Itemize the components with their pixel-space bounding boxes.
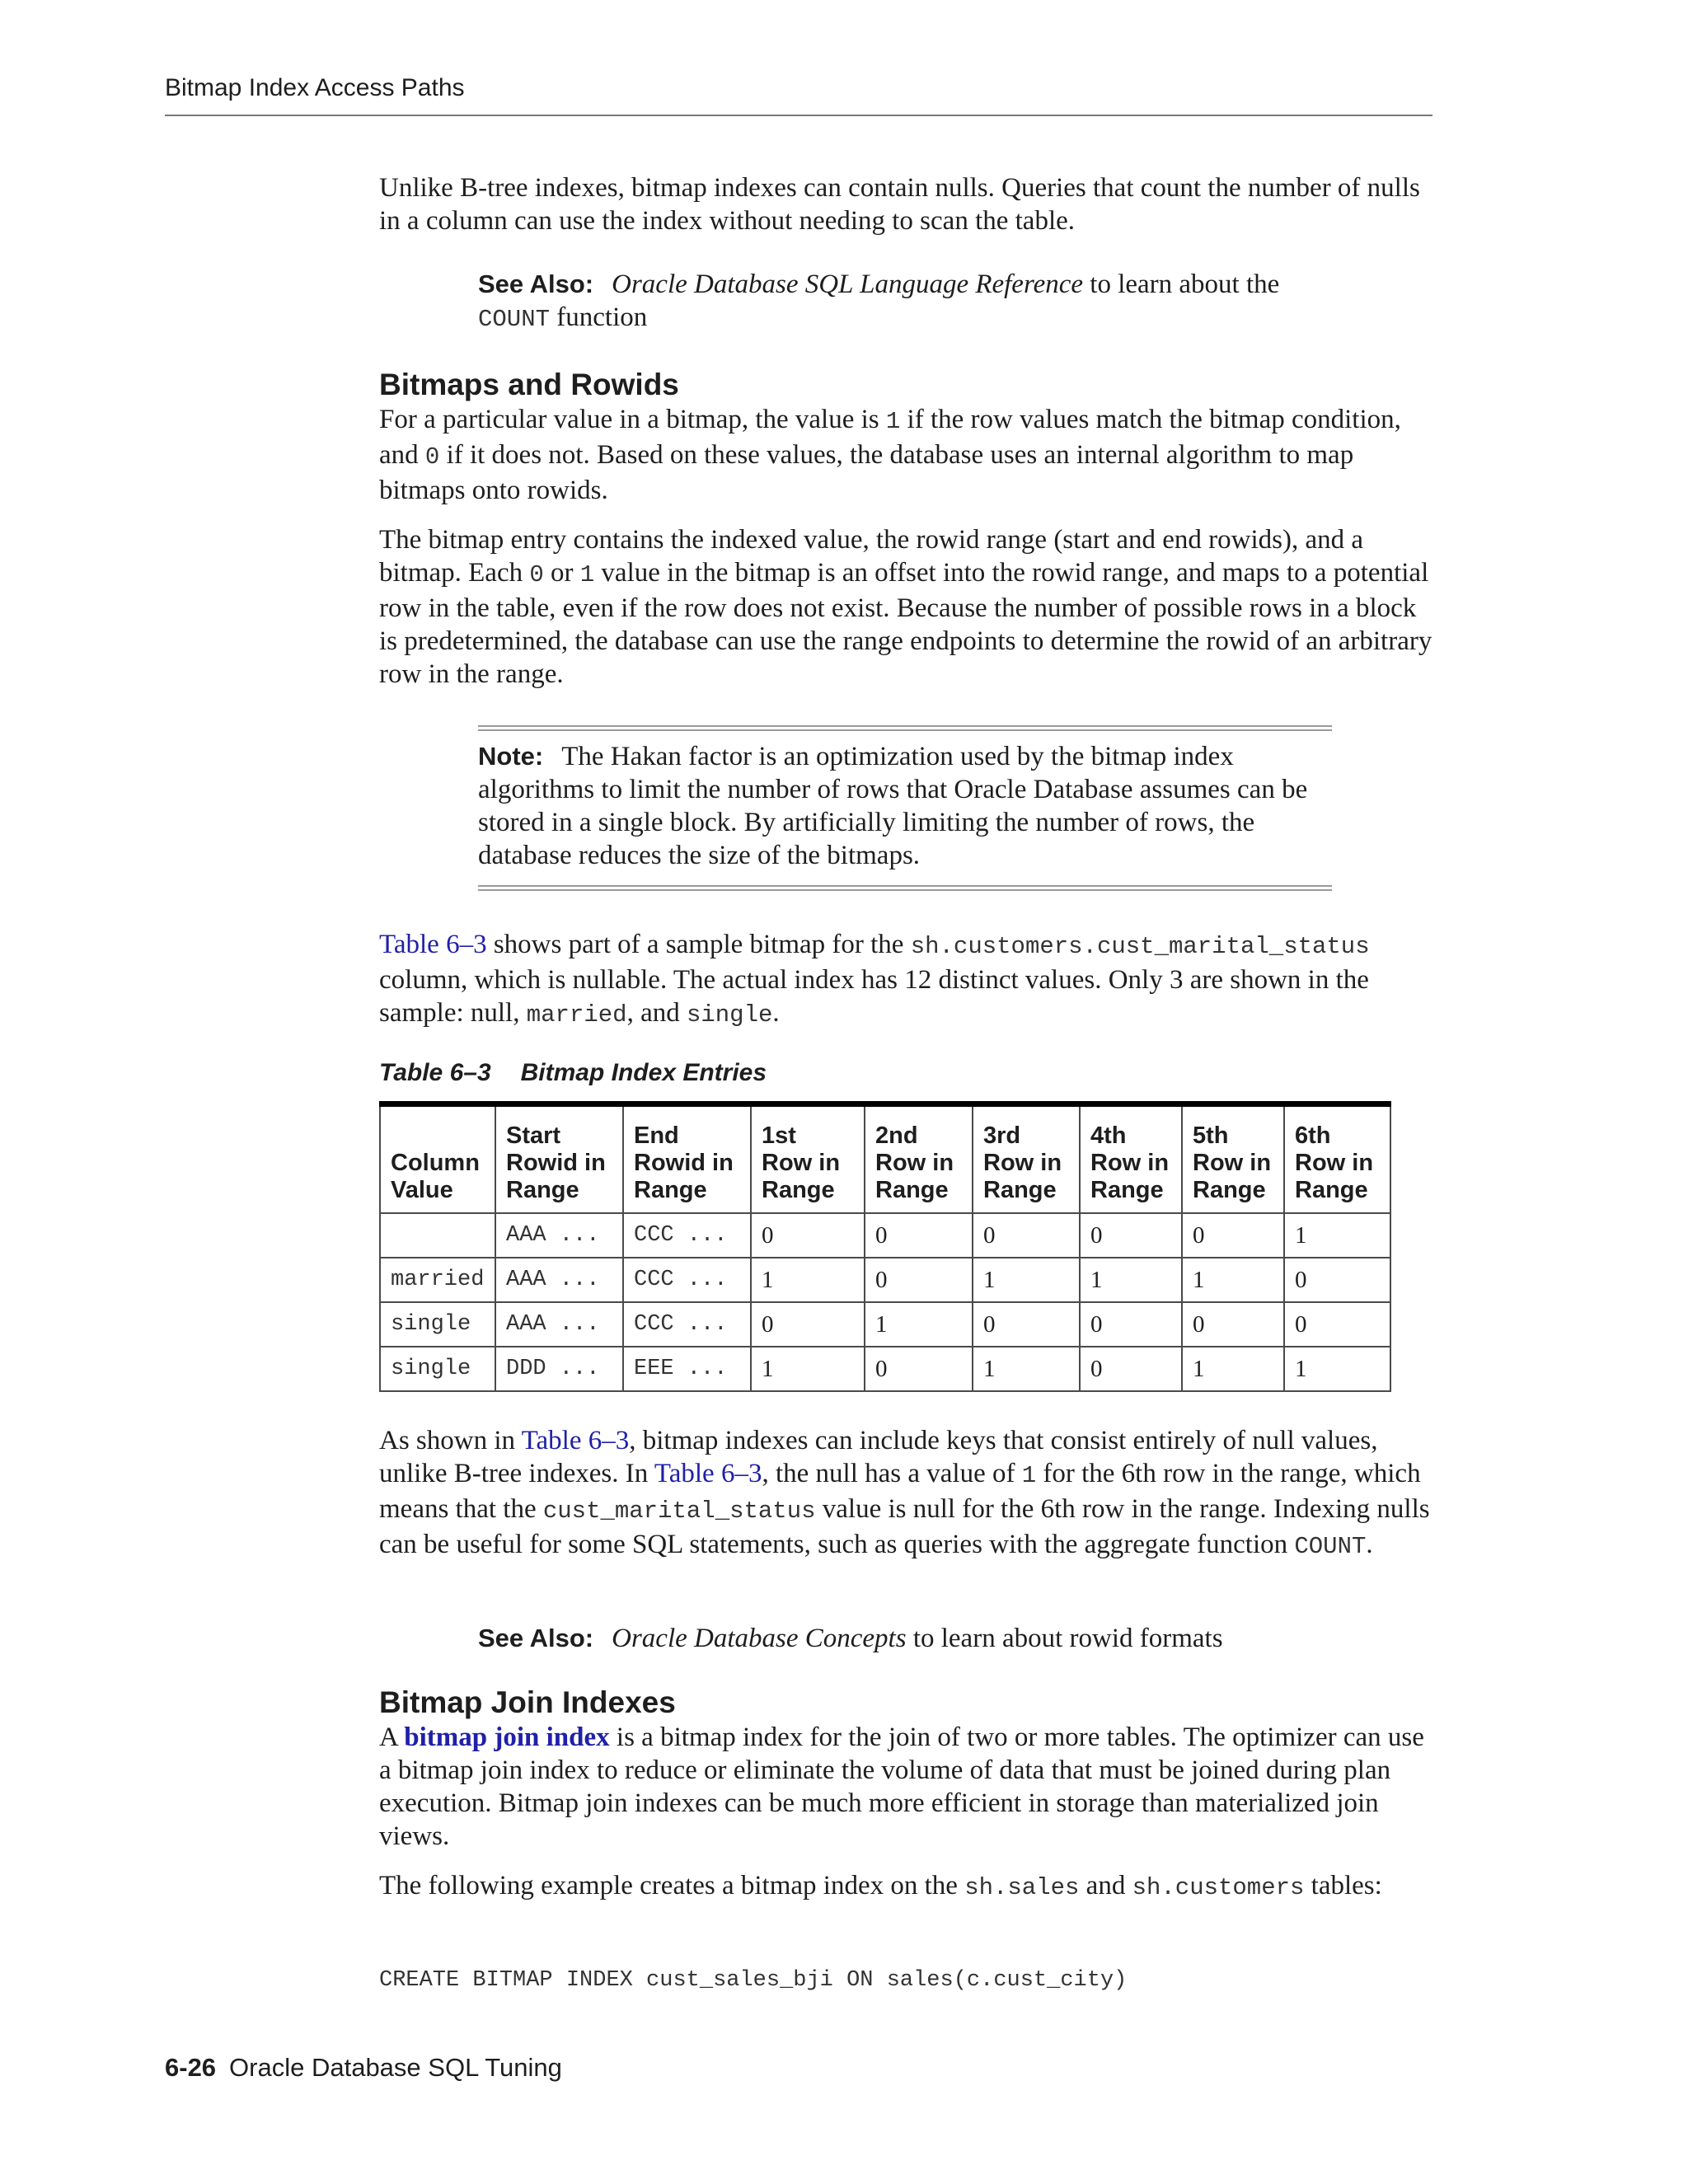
table-row [380,1213,1390,1258]
table-cell: single [380,1302,495,1347]
table-cell: 0 [751,1213,865,1258]
table-cell: CCC ... [623,1258,751,1302]
note-box [478,740,1352,872]
table-cell: AAA ... [495,1258,623,1302]
table-6-3-link[interactable]: Table 6–3 [521,1426,630,1455]
header-rule [165,115,1432,116]
section-heading: Bitmaps and Rowids [379,368,679,401]
section-bitmaps-rowids [379,368,1434,691]
table-6-3-link[interactable]: Table 6–3 [379,930,487,959]
table-cell: 0 [751,1302,865,1347]
book-title: Oracle Database Concepts [612,1624,907,1653]
table-cell: 0 [865,1258,973,1302]
table-cell: 0 [1284,1258,1390,1302]
column-header: Start Rowid in Range [495,1104,623,1214]
section-heading: Bitmap Join Indexes [379,1685,676,1719]
code-count: COUNT [478,306,551,333]
page-footer [165,2053,562,2083]
note-label: Note: [478,742,544,771]
column-header: Column Value [380,1104,495,1214]
table-cell: 1 [751,1347,865,1391]
paragraph: For a particular value in a bitmap, the value is 1 if the row values match the bitmap condition, and 0 if it does not. Based on these values, the database uses an internal algorithm to map bitmaps onto rowids. [379,405,1401,505]
table-cell: 0 [1080,1347,1182,1391]
table-cell: 1 [1182,1347,1284,1391]
book-title: Oracle Database SQL Language Reference [612,269,1084,299]
table-cell: 0 [1182,1213,1284,1258]
table-cell: 1 [865,1302,973,1347]
table-caption: Table 6–3 Bitmap Index Entries [379,1059,767,1086]
table-cell: EEE ... [623,1347,751,1391]
book-name: Oracle Database SQL Tuning [229,2053,562,2082]
table-cell: DDD ... [495,1347,623,1391]
table-header-row [380,1104,1390,1214]
table-cell: 1 [973,1347,1080,1391]
table-cell: CCC ... [623,1213,751,1258]
column-header: 5th Row in Range [1182,1104,1284,1214]
paragraph: A bitmap join index is a bitmap index for the join of two or more tables. The optimizer can use a bitmap join index to reduce or eliminate the volume of data that must be joined during plan execution. Bitmap join indexes can be much more efficient in storage than materialized join views. [379,1722,1424,1851]
table-cell: CCC ... [623,1302,751,1347]
note-text: The Hakan factor is an optimization used by the bitmap index algorithms to limit the number of rows that Oracle Database assumes can be stored in a single block. By artificially limiting the number of rows, the database reduces the size of the bitmaps. [478,742,1308,870]
intro-paragraph: Unlike B-tree indexes, bitmap indexes can contain nulls. Queries that count the number of nulls in a column can use the index without needing to scan the table. [379,173,1420,236]
table-row [380,1302,1390,1347]
paragraph: The following example creates a bitmap index on the sh.sales and sh.customers tables: [379,1871,1382,1901]
table-cell: 1 [1284,1213,1390,1258]
table-cell: 1 [973,1258,1080,1302]
table-cell: AAA ... [495,1302,623,1347]
table-cell: 1 [1182,1258,1284,1302]
page-number: 6-26 [165,2053,217,2082]
table-cell: 1 [1284,1347,1390,1391]
table-cell: 0 [1284,1302,1390,1347]
paragraph: The bitmap entry contains the indexed value, the rowid range (start and end rowids), and a bitmap. Each 0 or 1 value in the bitmap is an offset into the rowid range, and maps to a potential row in the table, even if the row does not exist. Because the number of possible rows in a block is predetermined, the database can use the range endpoints to determine the rowid of an arbitrary row in the range. [379,525,1432,689]
column-header: 4th Row in Range [1080,1104,1182,1214]
table-cell: 0 [1080,1213,1182,1258]
running-header: Bitmap Index Access Paths [165,74,465,101]
column-header: 1st Row in Range [751,1104,865,1214]
table-cell: 0 [865,1213,973,1258]
see-also-label: See Also: [478,1624,594,1652]
table-cell: 0 [865,1347,973,1391]
table-row [380,1347,1390,1391]
note-bottom-rule [478,885,1332,891]
table-6-3-link[interactable]: Table 6–3 [654,1459,762,1488]
table-cell: AAA ... [495,1213,623,1258]
table-cell: 0 [973,1213,1080,1258]
see-also-sql-reference: See Also: Oracle Database SQL Language Reference to learn about the COUNT function [478,269,1280,333]
code-example: CREATE BITMAP INDEX cust_sales_bji ON sales(c.cust_city) [379,1968,1128,1993]
bitmap-join-index-term-link[interactable]: bitmap join index [404,1722,610,1752]
bitmap-index-entries-table [379,1101,1391,1392]
table-cell: single [380,1347,495,1391]
table-cell: 0 [1182,1302,1284,1347]
column-header: End Rowid in Range [623,1104,751,1214]
after-table-paragraph: As shown in Table 6–3, bitmap indexes can include keys that consist entirely of null values, unlike B-tree indexes. In Table 6–3, the null has a value of 1 for the 6th row in the range, which means that the cust_marital_status value is null for the 6th row in the range. Indexing nulls can be useful for some SQL statements, such as queries with the aggregate function COUNT. [379,1426,1430,1560]
see-also-concepts: See Also: Oracle Database Concepts to learn about rowid formats [478,1624,1223,1653]
note-top-rule [478,725,1332,731]
table-cell: 1 [1080,1258,1182,1302]
see-also-label: See Also: [478,269,594,298]
column-header: 3rd Row in Range [973,1104,1080,1214]
column-header: 6th Row in Range [1284,1104,1390,1214]
table-cell: married [380,1258,495,1302]
column-header: 2nd Row in Range [865,1104,973,1214]
table-intro-paragraph: Table 6–3 shows part of a sample bitmap for the sh.customers.cust_marital_status column, which is nullable. The actual index has 12 distinct values. Only 3 are shown in the sample: null, married, and single. [379,930,1370,1029]
table-cell: 0 [1080,1302,1182,1347]
section-bitmap-join-indexes [379,1686,1434,1905]
table-cell: 0 [973,1302,1080,1347]
table-cell [380,1213,495,1258]
table-cell: 1 [751,1258,865,1302]
table-row [380,1258,1390,1302]
